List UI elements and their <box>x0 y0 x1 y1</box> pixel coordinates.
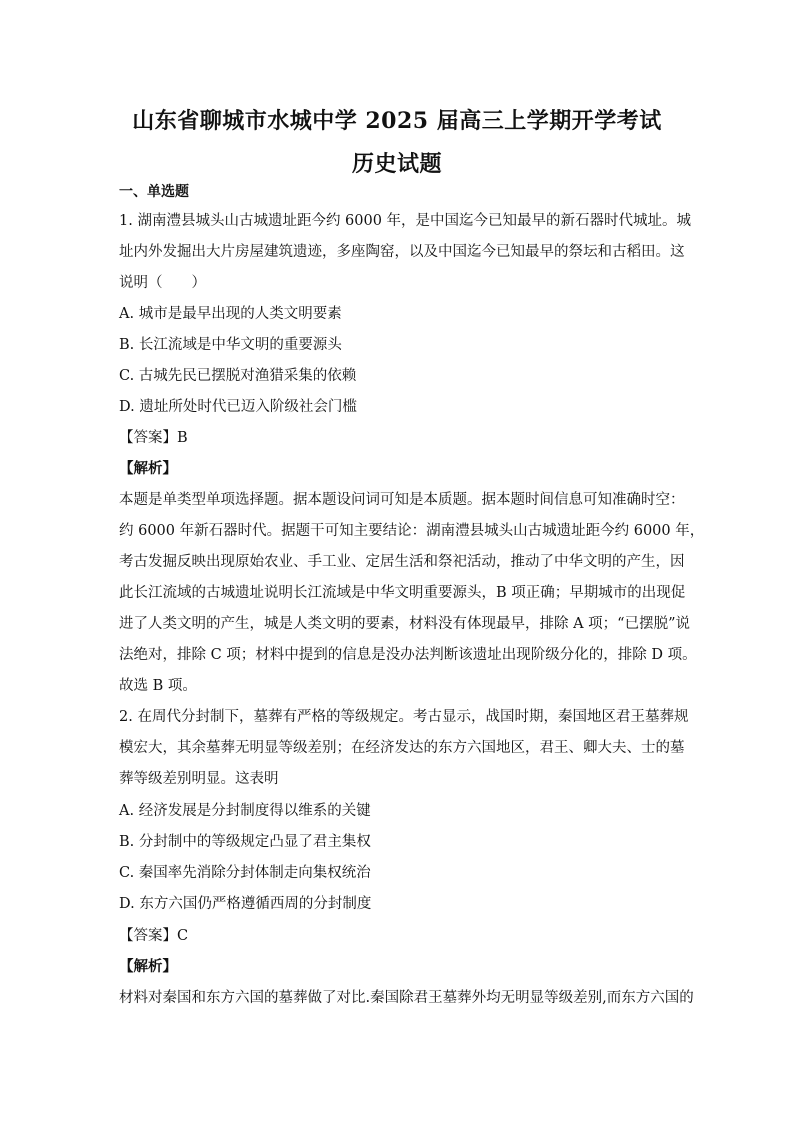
q1-option-a: A. 城市是最早出现的人类文明要素 <box>119 306 342 322</box>
q2-analysis-line: 材料对秦国和东方六国的墓葬做了对比.秦国除君王墓葬外均无明显等级差别,而东方六国的 <box>119 990 694 1006</box>
q1-analysis-line: 此长江流域的古城遗址说明长江流域是中华文明重要源头，B 项正确；早期城市的出现促 <box>119 585 686 601</box>
q1-option-d: D. 遗址所处时代已迈入阶级社会门槛 <box>119 399 357 415</box>
q1-analysis-label: 【解析】 <box>119 460 177 477</box>
q2-stem-line: 2. 在周代分封制下，墓葬有严格的等级规定。考古显示，战国时期，秦国地区君王墓葬规 <box>119 709 689 725</box>
section-heading: 一、单选题 <box>119 184 189 200</box>
q2-answer: 【答案】C <box>119 928 189 944</box>
q1-analysis-line: 故选 B 项。 <box>119 678 197 694</box>
q1-analysis-line: 法绝对，排除 C 项；材料中提到的信息是没办法判断该遗址出现阶级分化的，排除 D 项。 <box>119 647 697 663</box>
q1-analysis-line: 本题是单类型单项选择题。据本题设问词可知是本质题。据本题时间信息可知准确时空： <box>119 492 685 508</box>
q1-analysis-line: 考古发掘反映出现原始农业、手工业、定居生活和祭祀活动，推动了中华文明的产生，因 <box>119 554 685 570</box>
document-subtitle: 历史试题 <box>351 151 442 177</box>
q1-stem-line: 说明（ ） <box>119 275 206 291</box>
q2-option-d: D. 东方六国仍严格遵循西周的分封制度 <box>119 896 372 912</box>
q1-answer: 【答案】B <box>119 430 188 446</box>
q2-analysis-label: 【解析】 <box>119 958 177 975</box>
q2-stem-line: 葬等级差别明显。这表明 <box>119 771 279 787</box>
q2-option-b: B. 分封制中的等级规定凸显了君主集权 <box>119 834 371 850</box>
q1-stem-line: 址内外发掘出大片房屋建筑遗迹，多座陶窑，以及中国迄今已知最早的祭坛和古稻田。这 <box>119 244 685 260</box>
q2-option-a: A. 经济发展是分封制度得以维系的关键 <box>119 803 371 819</box>
q1-option-b: B. 长江流域是中华文明的重要源头 <box>119 337 342 353</box>
q1-option-c: C. 古城先民已摆脱对渔猎采集的依赖 <box>119 368 357 384</box>
q1-analysis-line: 进了人类文明的产生，城是人类文明的要素，材料没有体现最早，排除 A 项；“已摆脱”说 <box>119 616 691 632</box>
q2-stem-line: 模宏大，其余墓葬无明显等级差别；在经济发达的东方六国地区，君王、卿大夫、士的墓 <box>119 740 685 756</box>
q1-stem-line: 1. 湖南澧县城头山古城遗址距今约 6000 年，是中国迄今已知最早的新石器时代城址。城 <box>119 213 692 229</box>
q1-analysis-line: 约 6000 年新石器时代。据题干可知主要结论：湖南澧县城头山古城遗址距今约 6000 年， <box>119 523 705 539</box>
q2-option-c: C. 秦国率先消除分封体制走向集权统治 <box>119 865 371 881</box>
document-title: 山东省聊城市水城中学 2025 届高三上学期开学考试 <box>132 108 662 134</box>
